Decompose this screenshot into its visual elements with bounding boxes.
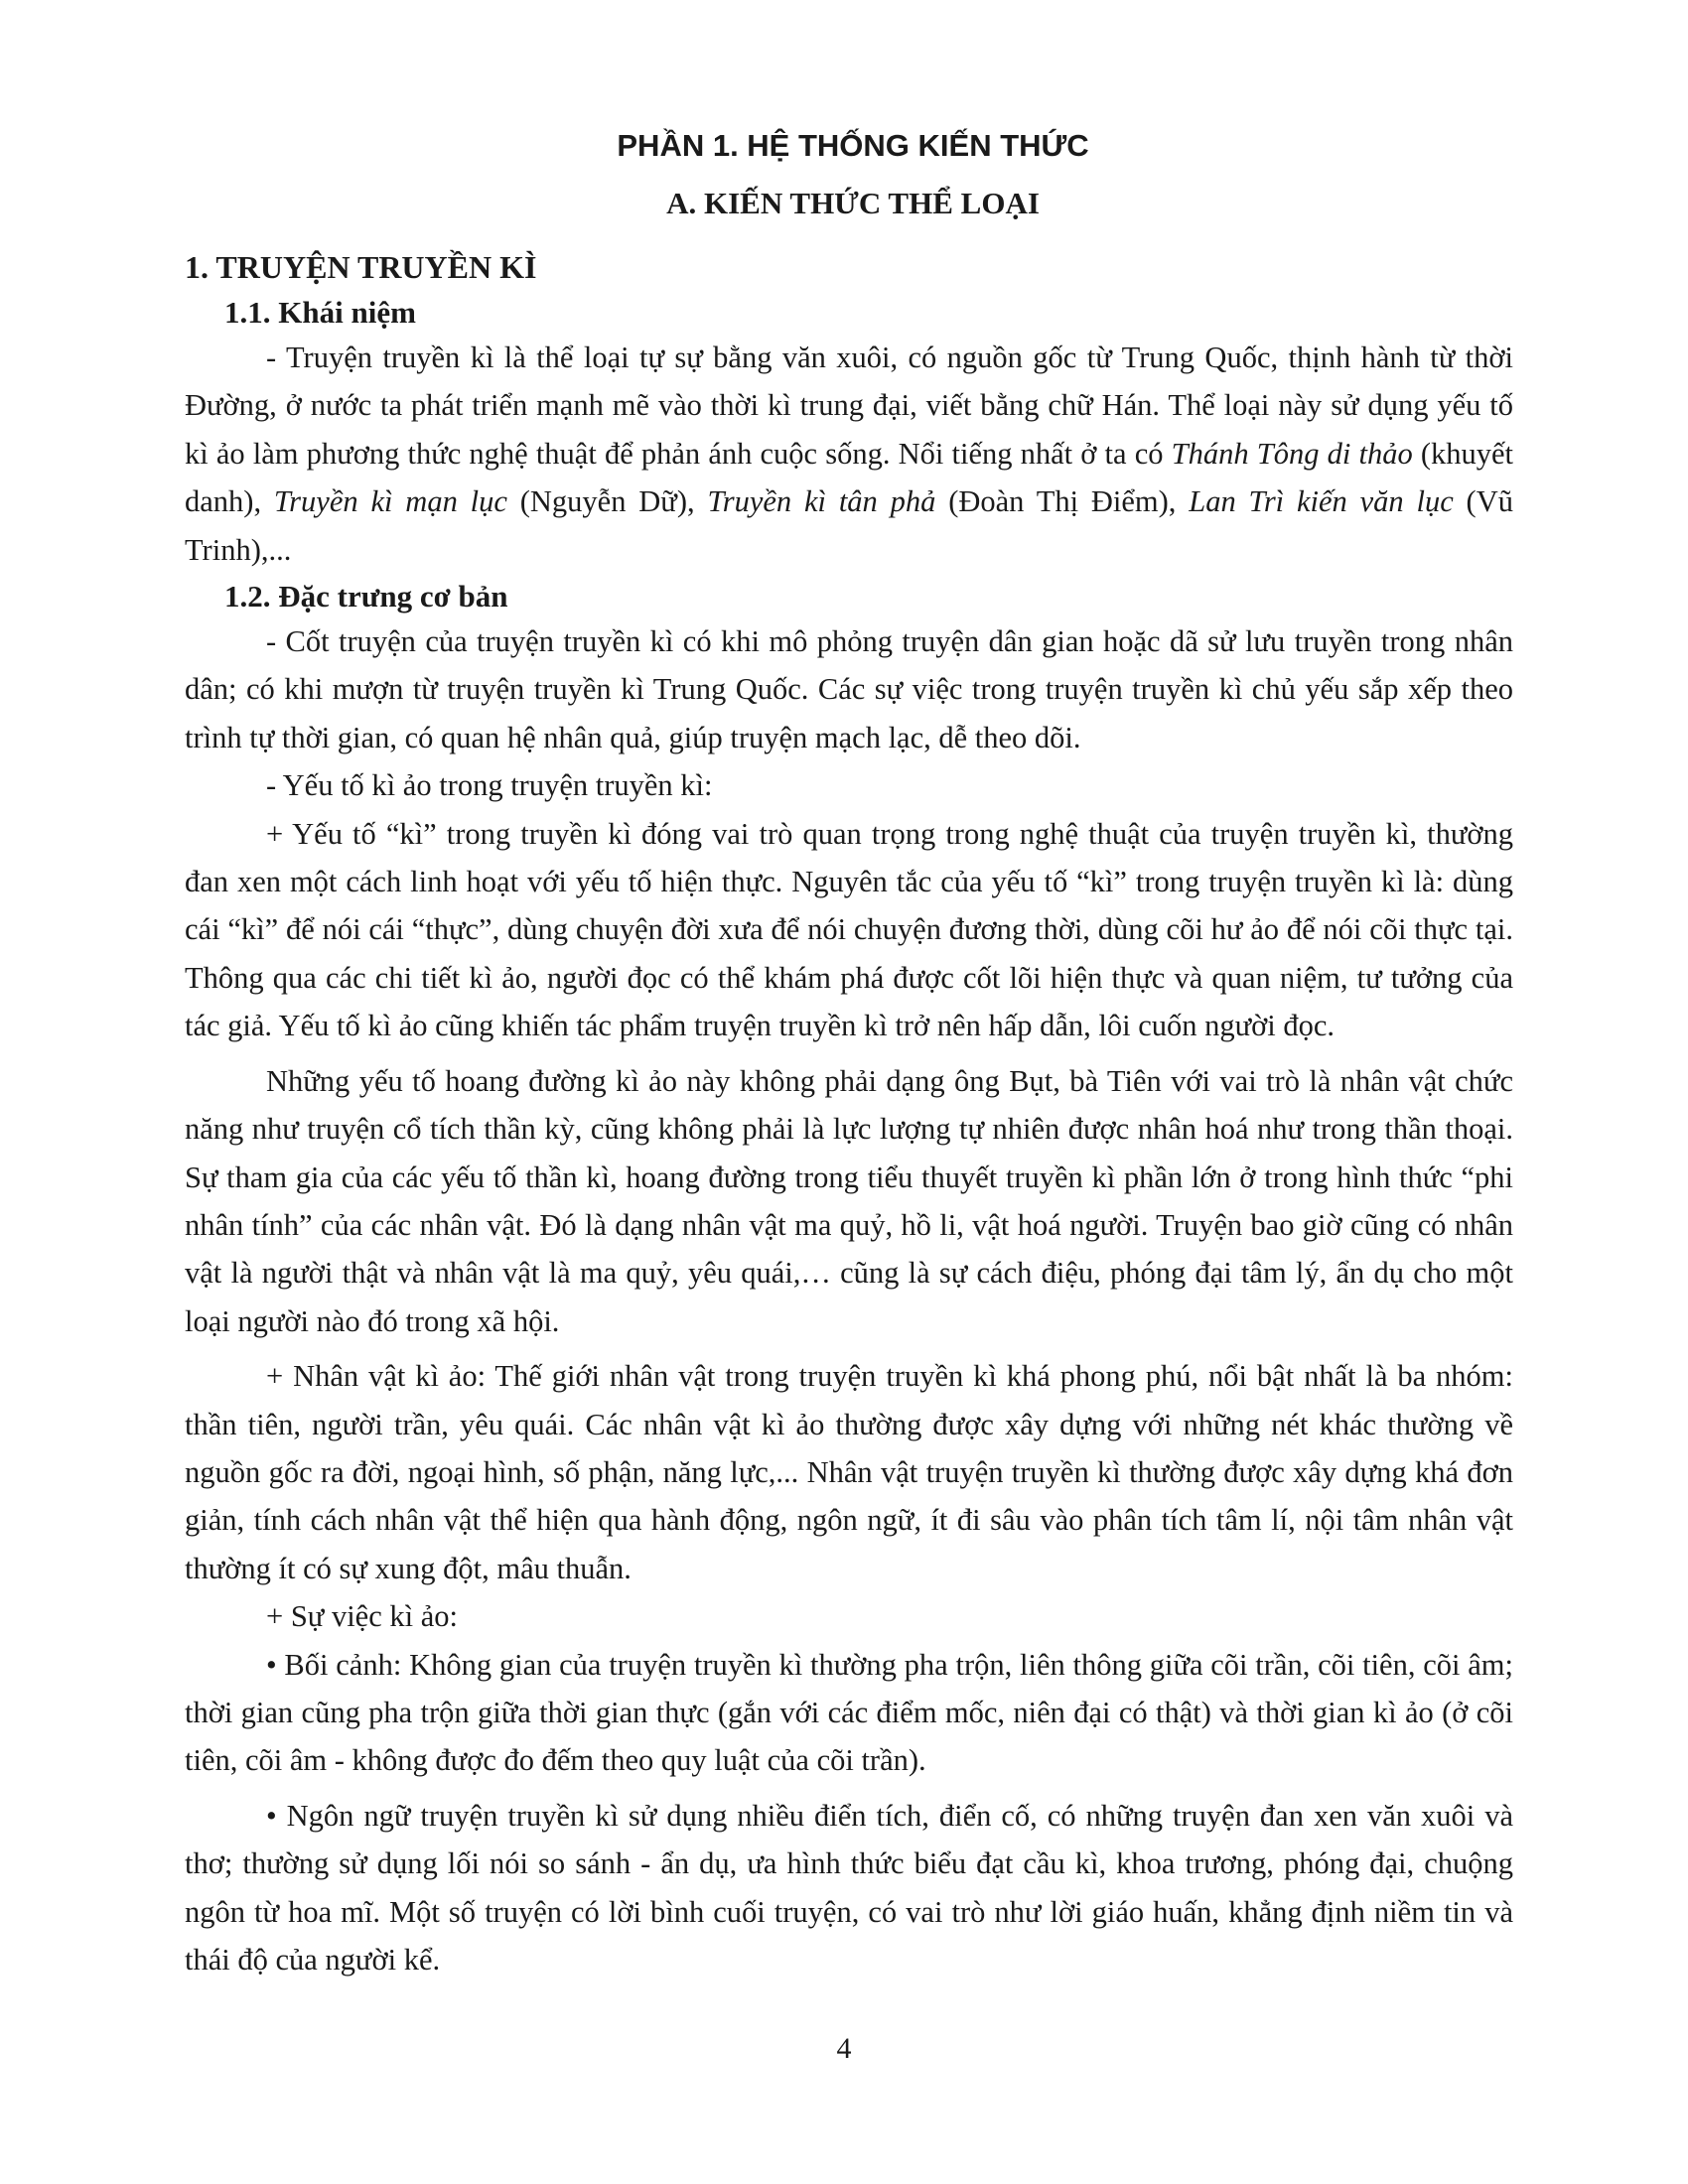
section-heading: 1. TRUYỆN TRUYỀN KÌ (185, 249, 537, 285)
work-author: (khuyết danh), (185, 436, 1514, 519)
work-author: (Đoàn Thị Điểm), (935, 484, 1190, 519)
work-title: Truyền kì tân phả (707, 484, 936, 519)
body-paragraph: + Sự việc kì ảo: (266, 1599, 458, 1634)
body-paragraph: • Bối cảnh: Không gian của truyện truyền kì thường pha trộn, liên thông giữa cõi trần, cõi tiên, cõi âm; thời gian cũng pha trộn giữa thời gian thực (gắn với các điểm mốc, niên đại có thật) và thời gian kì ảo (ở cõi tiên, cõi âm - không được đo đếm theo quy luật của cõi trần). (185, 1647, 1513, 1778)
subsection-heading-features: 1.2. Đặc trưng cơ bản (224, 579, 508, 614)
concept-text: - Truyện truyền kì là thể loại tự sự bằng văn xuôi, có nguồn gốc từ Trung Quốc, thịnh hành từ thời Đường, ở nước ta phát triển mạnh mẽ vào thời kì trung đại, viết bằng chữ Hán. Thể loại này sử dụng yếu tố kì ảo làm phương thức nghệ thuật để phản ánh cuộc sống. Nổi tiếng nhất ở ta có (185, 341, 1513, 471)
body-paragraph: Những yếu tố hoang đường kì ảo này không phải dạng ông Bụt, bà Tiên với vai trò là nhân vật chức năng như truyện cổ tích thần kỳ, cũng không phải là lực lượng tự nhiên được nhân hoá như trong thần thoại. Sự tham gia của các yếu tố thần kì, hoang đường trong tiểu thuyết truyền kì phần lớn ở trong hình thức “phi nhân tính” của các nhân vật. Đó là dạng nhân vật ma quỷ, hồ li, vật hoá người. Truyện bao giờ cũng có nhân vật là người thật và nhân vật là ma quỷ, yêu quái,… cũng là sự cách điệu, phóng đại tâm lý, ẩn dụ cho một loại người nào đó trong xã hội. (185, 1063, 1513, 1338)
work-title: Truyền kì mạn lục (273, 484, 507, 519)
body-paragraph: • Ngôn ngữ truyện truyền kì sử dụng nhiều điển tích, điển cố, có những truyện đan xen văn xuôi và thơ; thường sử dụng lối nói so sánh - ẩn dụ, ưa hình thức biểu đạt cầu kì, khoa trương, phóng đại, chuộng ngôn từ hoa mĩ. Một số truyện có lời bình cuối truyện, có vai trò như lời giáo huấn, khẳng định niềm tin và thái độ của người kể. (185, 1798, 1513, 1977)
work-author: (Nguyễn Dữ), (506, 484, 708, 519)
subsection-heading-concept: 1.1. Khái niệm (224, 295, 416, 330)
body-paragraph: - Yếu tố kì ảo trong truyện truyền kì: (266, 768, 713, 803)
body-paragraph: - Cốt truyện của truyện truyền kì có khi mô phỏng truyện dân gian hoặc dã sử lưu truyền trong nhân dân; có khi mượn từ truyện truyền kì Trung Quốc. Các sự việc trong truyện truyền kì chủ yếu sắp xếp theo trình tự thời gian, có quan hệ nhân quả, giúp truyện mạch lạc, dễ theo dõi. (185, 624, 1513, 754)
section-title: A. KIẾN THỨC THỂ LOẠI (666, 186, 1040, 220)
body-paragraph: + Yếu tố “kì” trong truyền kì đóng vai trò quan trọng trong nghệ thuật của truyện truyền kì, thường đan xen một cách linh hoạt với yếu tố hiện thực. Nguyên tắc của yếu tố “kì” trong truyện truyền kì là: dùng cái “kì” để nói cái “thực”, dùng chuyện đời xưa để nói chuyện đương thời, dùng cõi hư ảo để nói cõi thực tại. Thông qua các chi tiết kì ảo, người đọc có thể khám phá được cốt lõi hiện thực và quan niệm, tư tưởng của tác giả. Yếu tố kì ảo cũng khiến tác phẩm truyện truyền kì trở nên hấp dẫn, lôi cuốn người đọc. (185, 816, 1513, 1043)
part-title: PHẦN 1. HỆ THỐNG KIẾN THỨC (617, 128, 1089, 163)
body-paragraph: + Nhân vật kì ảo: Thế giới nhân vật trong truyện truyền kì khá phong phú, nổi bật nhất là ba nhóm: thần tiên, người trần, yêu quái. Các nhân vật kì ảo thường được xây dựng với những nét khác thường về nguồn gốc ra đời, ngoại hình, số phận, năng lực,... Nhân vật truyện truyền kì thường được xây dựng khá đơn giản, tính cách nhân vật thể hiện qua hành động, ngôn ngữ, ít đi sâu vào phân tích tâm lí, nội tâm nhân vật thường ít có sự xung đột, mâu thuẫn. (185, 1359, 1513, 1585)
work-author: (Vũ Trinh),... (185, 484, 1513, 567)
work-title: Lan Trì kiến văn lục (1189, 484, 1454, 519)
work-title: Thánh Tông di thảo (1171, 436, 1413, 471)
concept-paragraph (185, 334, 1513, 574)
page-number: 4 (836, 2032, 852, 2065)
